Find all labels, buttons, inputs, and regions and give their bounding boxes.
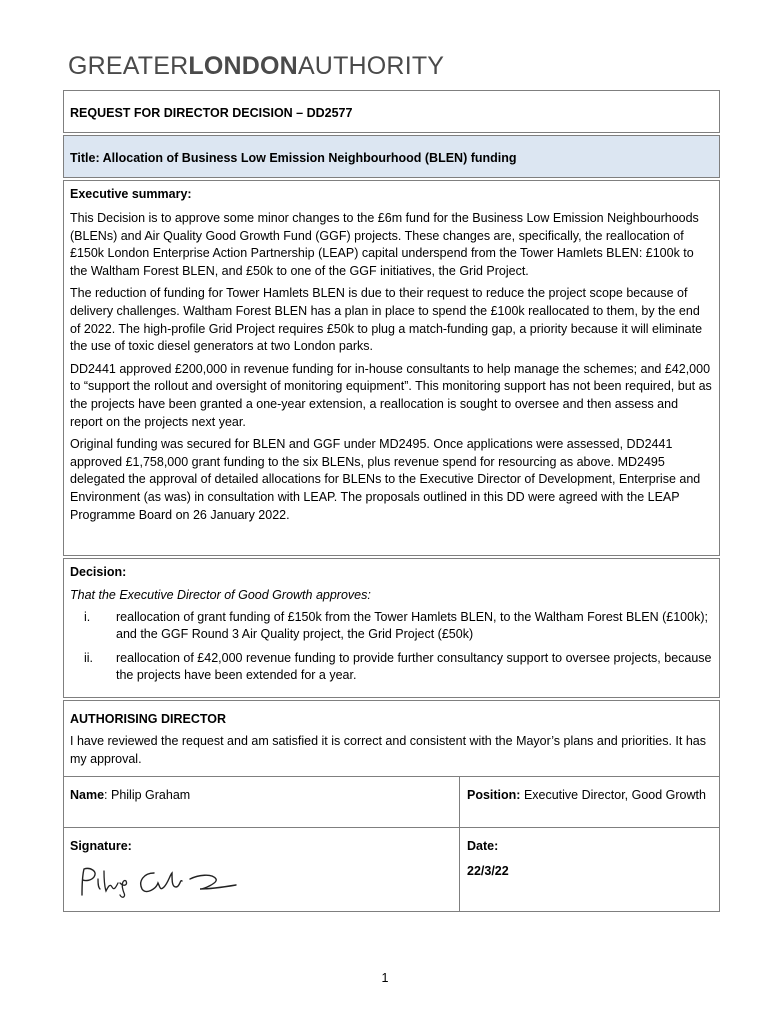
position-value: Executive Director, Good Growth [520,788,706,802]
logo-text-london: LONDON [188,52,298,80]
decision-item-number: ii. [84,650,94,665]
decision-item-text: reallocation of £42,000 revenue funding to provide further consultancy support to oversee projects, because the projects have been extended for a year. [116,650,712,683]
request-heading-box [63,90,720,133]
signature-cell [70,837,450,855]
authorising-statement: I have reviewed the request and am satisfied it is correct and consistent with the Mayor’s plans and priorities. It has my approval. [70,734,706,766]
signature-label: Signature: [70,839,132,853]
authorising-director-label: AUTHORISING DIRECTOR [70,712,227,726]
authorising-director-box [63,700,720,776]
name-value: : Philip Graham [104,788,191,802]
gla-logo [68,52,448,80]
document-title: Title: Allocation of Business Low Emission Neighbourhood (BLEN) funding [70,151,517,165]
date-label: Date: [467,839,499,853]
signoff-table [63,776,720,912]
logo-text-authority: AUTHORITY [297,52,445,80]
name-cell [70,786,450,804]
request-heading: REQUEST FOR DIRECTOR DECISION – DD2577 [70,106,353,120]
date-cell [467,837,707,880]
position-label: Position: [467,788,521,802]
executive-summary-paragraph: DD2441 approved £200,000 in revenue funding for in-house consultants to help manage the schemes; and £42,000 to “support the rollout and oversight of monitoring equipment”. This monitoring support has not been required, but as the projects have been granted a one-year extension, a reallocation is sought to oversee and then assess and report on the projects next year. [70,361,712,429]
decision-item [70,650,713,685]
position-cell [467,786,707,804]
decision-intro: That the Executive Director of Good Growth approves: [70,588,371,602]
decision-box [63,558,720,698]
logo-text-greater: GREATER [68,52,189,80]
decision-list [70,609,713,685]
title-box [63,135,720,178]
decision-item-text: reallocation of grant funding of £150k from the Tower Hamlets BLEN, to the Waltham Forest BLEN (£100k); and the GGF Round 3 Air Quality project, the Grid Project (£50k) [116,609,708,642]
executive-summary-paragraph: This Decision is to approve some minor changes to the £6m fund for the Business Low Emission Neighbourhoods (BLENs) and Air Quality Good Growth Fund (GGF) projects. These changes are, specifically, the reallocation of £150k London Enterprise Action Partnership (LEAP) capital underspend from the Tower Hamlets BLEN: £100k to the Waltham Forest BLEN, and £50k to one of the GGF initiatives, the Grid Project. [70,211,699,278]
executive-summary-paragraph: Original funding was secured for BLEN and GGF under MD2495. Once applications were assessed, DD2441 approved £1,758,000 grant funding to the six BLENs, plus revenue spend for resourcing as above. MD2495 delegated the approval of detailed allocations for BLENs to the Executive Director of Development, Enterprise and Environment (as was) in consultation with LEAP. The proposals outlined in this DD were agreed with the LEAP Programme Board on 26 January 2022. [70,437,701,522]
decision-item-number: i. [84,609,91,624]
table-divider [64,827,719,828]
table-divider [459,777,460,911]
date-value: 22/3/22 [467,864,509,878]
executive-summary-box [63,180,720,556]
name-label: Name [70,788,105,802]
handwritten-signature [76,865,246,906]
executive-summary-paragraph: The reduction of funding for Tower Hamlets BLEN is due to their request to reduce the project scope because of delivery challenges. Waltham Forest BLEN has a plan in place to spend the £100k reallocated to them, by the end of 2022. The high-profile Grid Project requires £50k to plug a match-funding gap, a priority because it will eliminate the use of toxic diesel generators at two London parks. [70,286,703,354]
decision-item [70,609,713,644]
page-number: 1 [381,971,389,985]
decision-label: Decision: [70,565,127,579]
executive-summary-label: Executive summary: [70,187,192,201]
